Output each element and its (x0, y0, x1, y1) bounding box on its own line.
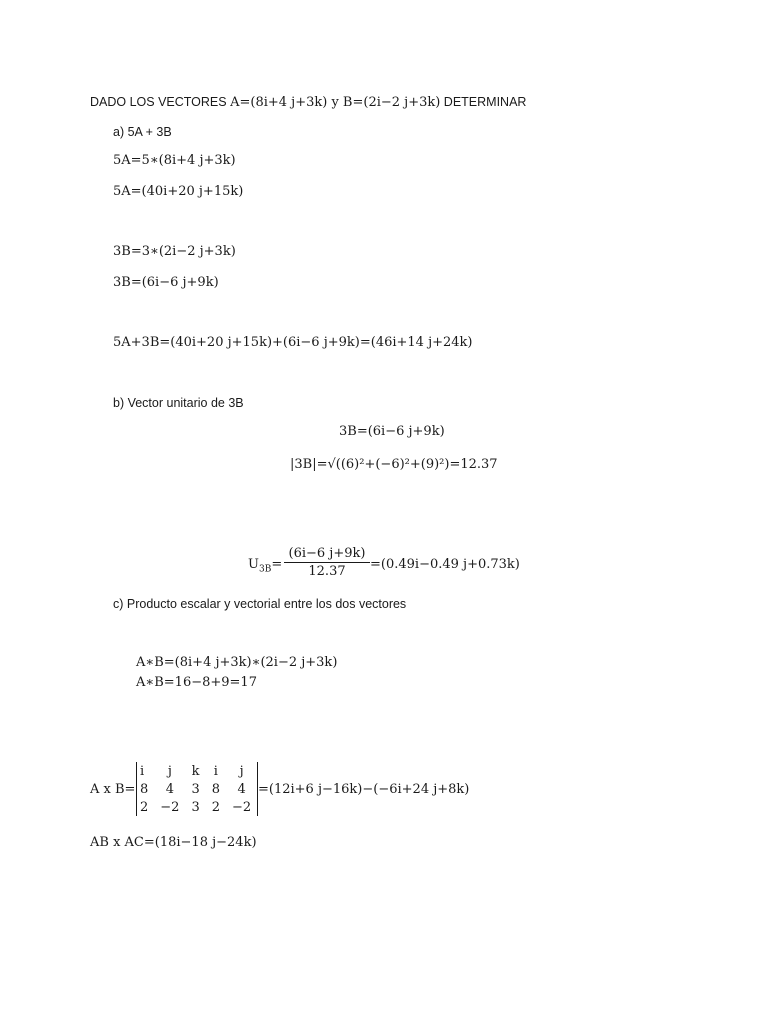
part-a-line-3: 3B=3∗(2i−2 j+3k) (113, 244, 236, 259)
unit-vector-equals: = (271, 557, 283, 572)
fraction-bar (284, 562, 370, 563)
matrix-cell: 8 (140, 781, 149, 797)
matrix-cell: i (140, 763, 145, 779)
matrix-cell: 3 (191, 781, 200, 797)
matrix-cell: 2 (211, 799, 221, 815)
unit-vector-result: =(0.49i−0.49 j+0.73k) (370, 557, 520, 572)
matrix-cell: j (239, 763, 244, 779)
determinant-row (137, 798, 257, 816)
matrix-cell: 2 (140, 799, 149, 815)
fraction-numerator: (6i−6 j+9k) (288, 546, 366, 561)
part-c-label: c) Producto escalar y vectorial entre los dos vectores (113, 597, 407, 611)
matrix-cell: 3 (191, 799, 200, 815)
intro-line (90, 95, 526, 110)
dot-product-line-2: A∗B=16−8+9=17 (136, 675, 257, 690)
matrix-cell: −2 (160, 799, 180, 815)
determinant-row (137, 780, 257, 798)
matrix-cell: i (213, 763, 218, 779)
unit-vector-subscript: 3B (258, 564, 272, 575)
matrix-cell: −2 (232, 799, 252, 815)
cross-product-lhs: A x B= (90, 782, 136, 797)
unit-vector-fraction (284, 546, 370, 579)
unit-vector-symbol (248, 557, 282, 575)
part-a-line-2: 5A=(40i+20 j+15k) (113, 184, 244, 199)
cross-product-rhs: =(12i+6 j−16k)−(−6i+24 j+8k) (258, 782, 470, 797)
part-a-line-1: 5A=5∗(8i+4 j+3k) (113, 153, 236, 168)
part-a-line-5: 5A+3B=(40i+20 j+15k)+(6i−6 j+9k)=(46i+14 j+24k) (113, 335, 473, 350)
intro-vectors: A=(8i+4 j+3k) y B=(2i−2 j+3k) (230, 95, 441, 110)
part-b-line-1: 3B=(6i−6 j+9k) (339, 424, 445, 439)
cross-product-determinant (136, 762, 258, 816)
intro-text: DADO LOS VECTORES (90, 95, 227, 109)
matrix-cell: j (167, 763, 172, 779)
part-b-label: b) Vector unitario de 3B (113, 396, 244, 410)
matrix-cell: 4 (165, 781, 174, 797)
part-a-label: a) 5A + 3B (113, 125, 172, 139)
determinant-row (137, 762, 257, 780)
intro-outro: DETERMINAR (443, 95, 527, 109)
matrix-cell: k (191, 763, 200, 779)
matrix-cell: 4 (237, 781, 246, 797)
part-b-magnitude: |3B|=√((6)²+(−6)²+(9)²)=12.37 (290, 457, 498, 472)
dot-product-line-1: A∗B=(8i+4 j+3k)∗(2i−2 j+3k) (136, 655, 338, 670)
matrix-cell: 8 (211, 781, 221, 797)
cross-product-final: AB x AC=(18i−18 j−24k) (90, 835, 257, 850)
unit-vector-letter: U (248, 557, 259, 572)
part-a-line-4: 3B=(6i−6 j+9k) (113, 275, 219, 290)
fraction-denominator: 12.37 (308, 564, 346, 579)
